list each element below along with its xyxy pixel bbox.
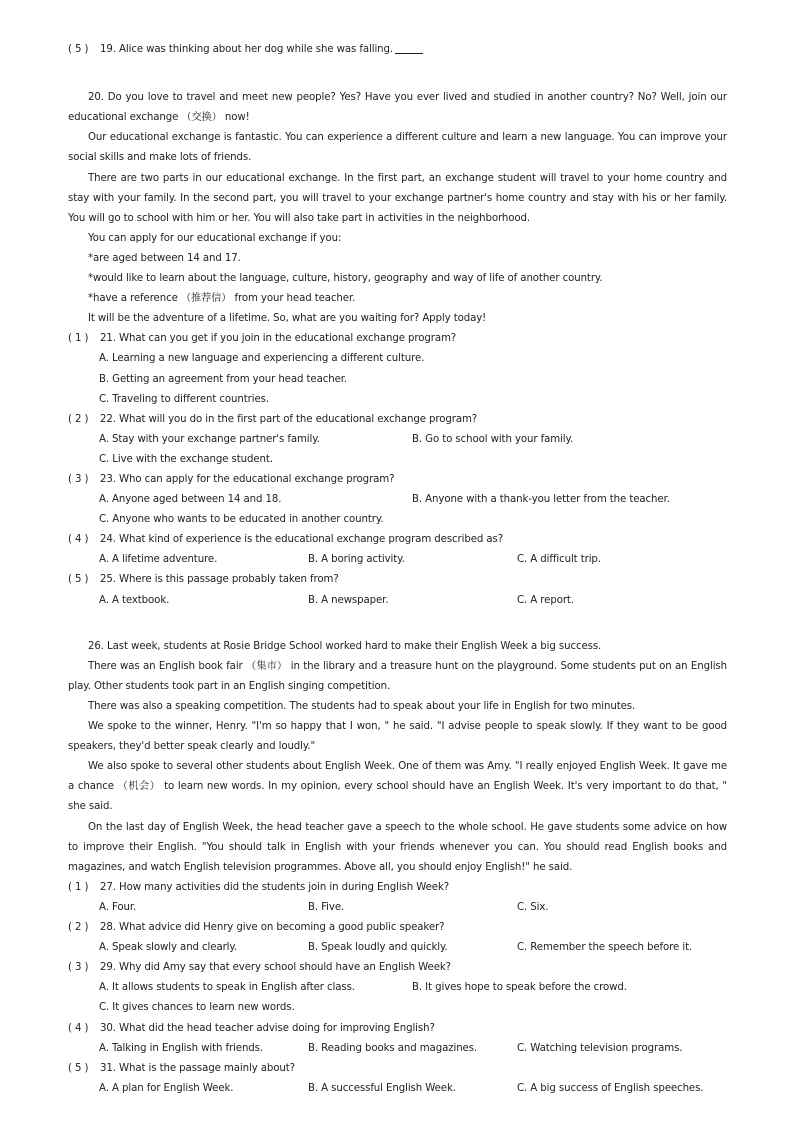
passage-paragraph: 26. Last week, students at Rosie Bridge School worked hard to make their English Week a big success.: [88, 640, 602, 652]
question-19: [68, 40, 727, 60]
question-text: 19. Alice was thinking about her dog while she was falling.: [100, 44, 394, 55]
question-text: 28. What advice did Henry give on becoming a good public speaker?: [100, 922, 445, 934]
question-number: ( 3 ): [68, 962, 89, 974]
question-number: ( 1 ): [68, 881, 89, 893]
question-text: 29. Why did Amy say that every school should have an English Week?: [100, 962, 451, 974]
option-b[interactable]: B. Five.: [308, 901, 345, 913]
option-c[interactable]: C. Watching television programs.: [517, 1042, 683, 1054]
option-c[interactable]: C. Remember the speech before it.: [517, 942, 693, 954]
option-b[interactable]: B. Getting an agreement from your head teacher.: [99, 373, 348, 385]
question-number: ( 5 ): [68, 574, 89, 586]
question-text: 27. How many activities did the students join in during English Week?: [100, 881, 450, 893]
option-b[interactable]: B. Speak loudly and quickly.: [308, 942, 448, 954]
question-25: [68, 570, 727, 590]
question-21: [68, 329, 727, 349]
question-text: 31. What is the passage mainly about?: [100, 1062, 295, 1074]
question-number: ( 2 ): [68, 922, 89, 934]
option-a[interactable]: A. Learning a new language and experiencing a different culture.: [99, 353, 425, 365]
option-c[interactable]: C. Six.: [517, 901, 549, 913]
passage-1: [68, 88, 727, 610]
option-c[interactable]: C. It gives chances to learn new words.: [99, 1002, 295, 1014]
option-a[interactable]: A. A textbook.: [99, 594, 170, 606]
question-text: 21. What can you get if you join in the educational exchange program?: [100, 333, 457, 345]
passage-paragraph: It will be the adventure of a lifetime. So, what are you waiting for? Apply today!: [88, 313, 487, 325]
option-a[interactable]: A. A lifetime adventure.: [99, 554, 218, 566]
question-number: ( 1 ): [68, 333, 89, 345]
worksheet-page: [68, 40, 727, 1099]
question-23: [68, 470, 727, 490]
question-28: [68, 918, 727, 938]
option-c[interactable]: C. A report.: [517, 594, 574, 606]
option-c[interactable]: C. Anyone who wants to be educated in another country.: [99, 514, 384, 526]
passage-paragraph: You can apply for our educational exchange if you:: [88, 232, 342, 244]
passage-paragraph: Our educational exchange is fantastic. You can experience a different culture and learn a new language. You can improve your social skills and make lots of friends.: [68, 132, 727, 164]
option-a[interactable]: A. A plan for English Week.: [99, 1082, 234, 1094]
question-text: 22. What will you do in the first part of the educational exchange program?: [100, 413, 478, 425]
option-a[interactable]: A. Anyone aged between 14 and 18.: [99, 494, 282, 506]
question-number: ( 4 ): [68, 534, 89, 546]
option-b[interactable]: B. A boring activity.: [308, 554, 405, 566]
question-number: ( 5 ): [68, 44, 89, 55]
option-b[interactable]: B. Reading books and magazines.: [308, 1042, 478, 1054]
option-b[interactable]: B. Anyone with a thank-you letter from the teacher.: [412, 494, 670, 506]
question-text: 24. What kind of experience is the educational exchange program described as?: [100, 534, 504, 546]
question-31: [68, 1059, 727, 1079]
question-text: 25. Where is this passage probably taken from?: [100, 574, 339, 586]
requirement-item: *would like to learn about the language, culture, history, geography and way of life of another country.: [88, 273, 603, 285]
passage-paragraph: On the last day of English Week, the head teacher gave a speech to the whole school. He gave students some advice on how to improve their English. "You should talk in English with your friends whenever you can. You should read English books and magazines, and watch English television programmes. Above all, you should enjoy English!" he said.: [68, 821, 727, 873]
question-30: [68, 1019, 727, 1039]
question-number: ( 2 ): [68, 413, 89, 425]
option-a[interactable]: A. Talking in English with friends.: [99, 1042, 264, 1054]
option-b[interactable]: B. A successful English Week.: [308, 1082, 456, 1094]
question-29: [68, 958, 727, 978]
question-27: [68, 878, 727, 898]
question-number: ( 3 ): [68, 473, 89, 485]
question-text: 23. Who can apply for the educational exchange program?: [100, 473, 395, 485]
question-number: ( 4 ): [68, 1022, 89, 1034]
option-c[interactable]: C. Live with the exchange student.: [99, 453, 273, 465]
requirement-item: *are aged between 14 and 17.: [88, 252, 241, 264]
option-a[interactable]: A. Four.: [99, 901, 137, 913]
option-c[interactable]: C. A big success of English speeches.: [517, 1082, 704, 1094]
answer-blank[interactable]: [395, 41, 423, 54]
option-a[interactable]: A. Stay with your exchange partner's family.: [99, 433, 320, 445]
option-c[interactable]: C. Traveling to different countries.: [99, 393, 269, 405]
option-b[interactable]: B. It gives hope to speak before the crowd.: [412, 982, 627, 994]
question-22: [68, 410, 727, 430]
question-number: ( 5 ): [68, 1062, 89, 1074]
passage-paragraph: We also spoke to several other students about English Week. One of them was Amy. "I really enjoyed English Week. It gave me a chance （机会） to learn new words. In my opinion, every school should have an English Week. It's very important to do that, " she said.: [68, 761, 727, 813]
passage-paragraph: There are two parts in our educational exchange. In the first part, an exchange student will travel to your home country and stay with your family. In the second part, you will travel to your exchange partner's home country and stay with his or her family. You will go to school with him or her. You will also take part in activities in the neighborhood.: [68, 172, 727, 224]
option-b[interactable]: B. Go to school with your family.: [412, 433, 574, 445]
requirement-item: *have a reference （推荐信） from your head teacher.: [88, 293, 356, 305]
question-text: 30. What did the head teacher advise doing for improving English?: [100, 1022, 435, 1034]
question-24: [68, 530, 727, 550]
passage-paragraph: We spoke to the winner, Henry. "I'm so happy that I won, " he said. "I advise people to speak slowly. If they want to be good speakers, they'd better speak clearly and loudly.": [68, 721, 727, 753]
option-c[interactable]: C. A difficult trip.: [517, 554, 601, 566]
passage-paragraph: 20. Do you love to travel and meet new people? Yes? Have you ever lived and studied in another country? No? Well, join our educational exchange （交换） now!: [68, 92, 727, 124]
option-a[interactable]: A. It allows students to speak in English after class.: [99, 982, 355, 994]
option-b[interactable]: B. A newspaper.: [308, 594, 389, 606]
passage-paragraph: There was also a speaking competition. The students had to speak about your life in English for two minutes.: [88, 701, 636, 712]
passage-2: [68, 637, 727, 1099]
passage-paragraph: There was an English book fair （集市） in the library and a treasure hunt on the playground. Some students put on an English play. Other students took part in an English singing competition.: [68, 660, 727, 692]
option-a[interactable]: A. Speak slowly and clearly.: [99, 942, 238, 954]
